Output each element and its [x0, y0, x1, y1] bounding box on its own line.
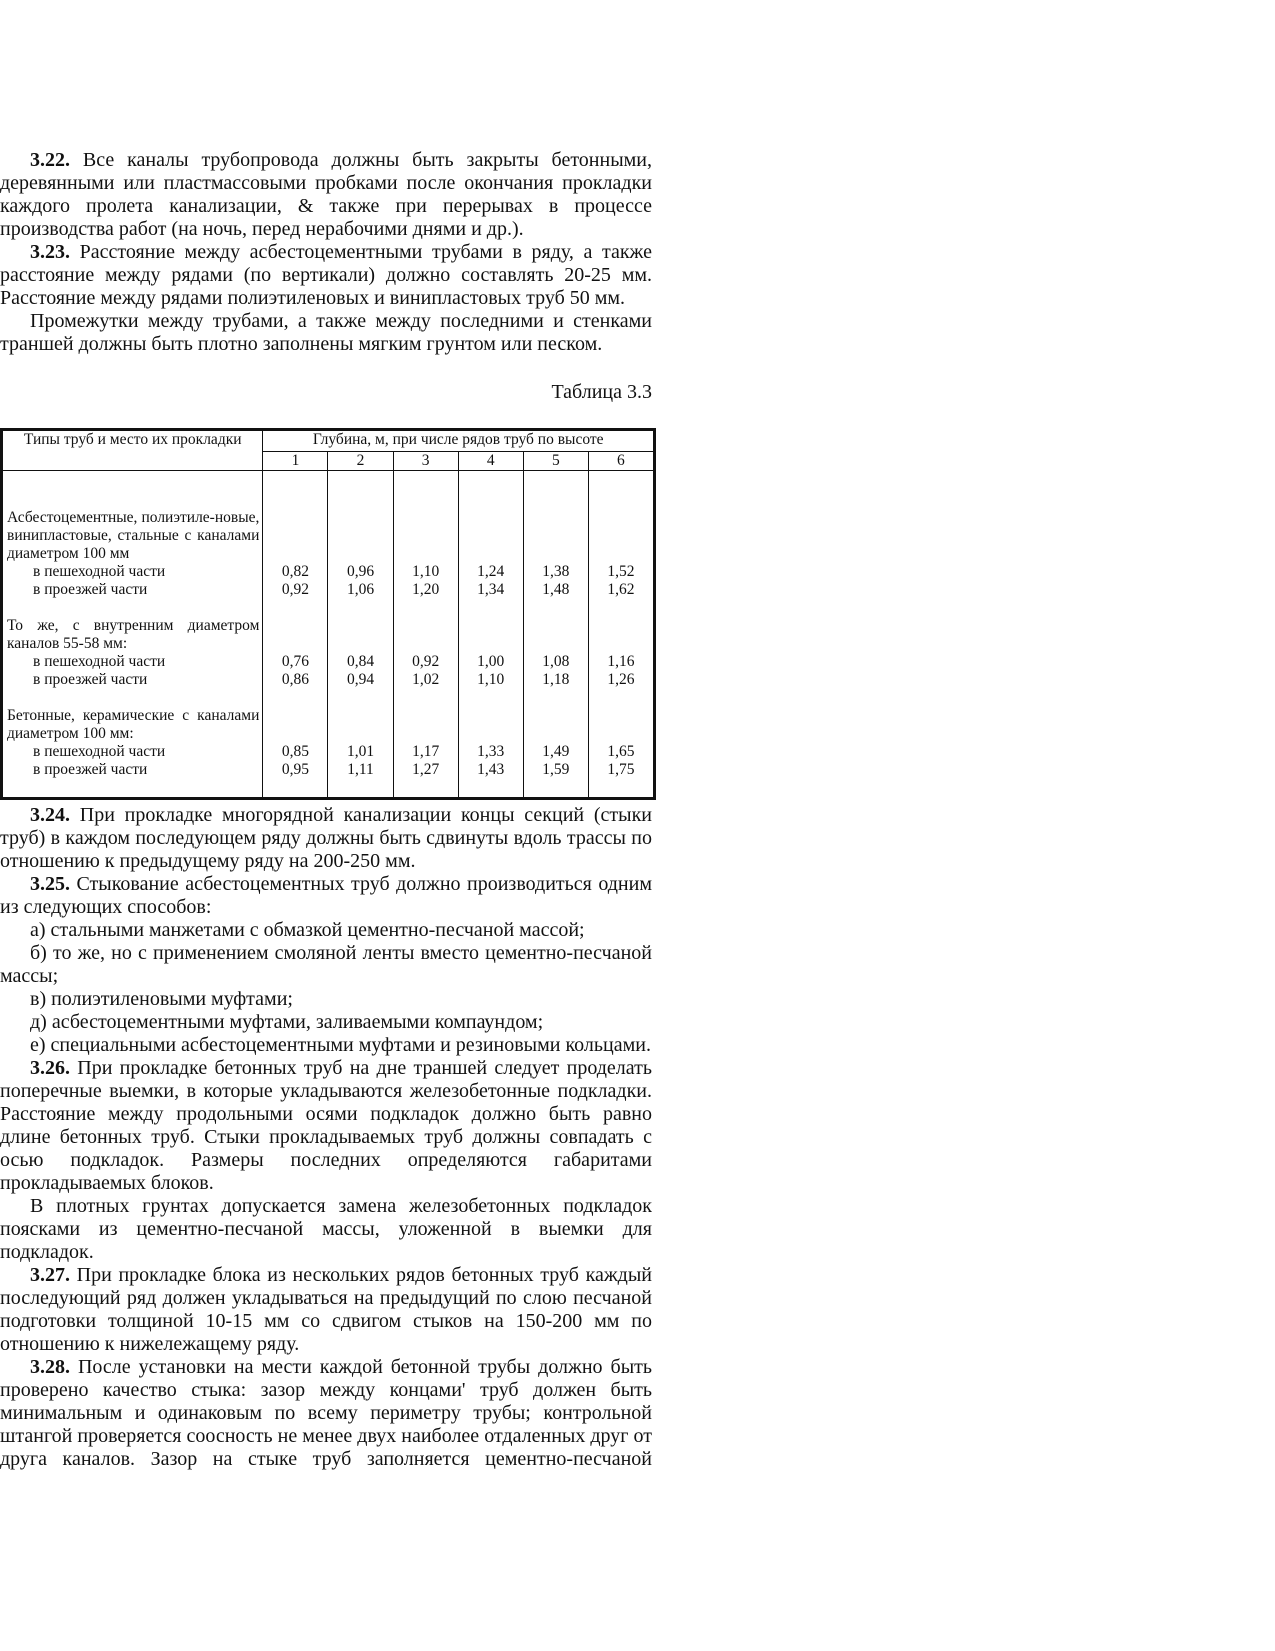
row-label: в пешеходной части: [2, 743, 263, 761]
table-row: [2, 581, 655, 599]
cell: 0,82: [263, 563, 328, 581]
cell: 1,02: [393, 671, 458, 689]
table-group-title-row: [2, 617, 655, 653]
clause-number: 3.22.: [30, 149, 70, 171]
row-label: в проезжей части: [2, 581, 263, 599]
cell: 1,01: [328, 743, 393, 761]
paragraph-text: При прокладке блока из нескольких рядов бетонных труб каждый последующий ряд должен укладываться на предыдущий по слою песчаной подготовки толщиной 10-15 мм со сдвигом стыков на 150-200 мм по отношению к нижележащему ряду.: [0, 1264, 652, 1355]
cell: 1,33: [458, 743, 523, 761]
column-header: 4: [458, 452, 523, 471]
cell: 1,34: [458, 581, 523, 599]
cell: 1,06: [328, 581, 393, 599]
cell: 1,18: [523, 671, 588, 689]
table-row: [2, 761, 655, 779]
column-header: 5: [523, 452, 588, 471]
paragraph-text: Стыкование асбестоцементных труб должно производиться одним из следующих способов:: [0, 873, 652, 918]
cell: 1,27: [393, 761, 458, 779]
cell: 1,65: [588, 743, 654, 761]
cell: 1,00: [458, 653, 523, 671]
cell: 0,94: [328, 671, 393, 689]
list-item-b: [0, 942, 652, 988]
cell: 0,85: [263, 743, 328, 761]
paragraph-text: После установки на мести каждой бетонной трубы должно быть проверено качество стыка: зазор между концами' труб должен быть минимальным и одинаковым по всему периметру трубы; контрольной штангой проверяется соосность не менее двух наиболее отдаленных друг от друга каналов. Зазор на стыке труб заполняется цементно-песчаной: [0, 1356, 652, 1470]
table-row: [2, 743, 655, 761]
paragraph-3-22: [0, 149, 652, 241]
clause-number: 3.23.: [30, 241, 70, 263]
header-depth: Глубина, м, при числе рядов труб по высоте: [263, 430, 655, 452]
paragraph-3-28: [0, 1356, 652, 1471]
row-label: в проезжей части: [2, 761, 263, 779]
row-label: в пешеходной части: [2, 563, 263, 581]
bottom-text-block: [0, 804, 652, 1471]
cell: 1,48: [523, 581, 588, 599]
table-group-title-row: [2, 509, 655, 563]
top-text-block: [0, 149, 652, 356]
group-title: Асбестоцементные, полиэтиле-новые, винипластовые, стальные с каналами диаметром 100 мм: [2, 509, 263, 563]
paragraph-text: е) специальными асбестоцементными муфтами и резиновыми кольцами.: [30, 1034, 651, 1056]
row-label: в пешеходной части: [2, 653, 263, 671]
paragraph-3-23: [0, 241, 652, 310]
column-header: 6: [588, 452, 654, 471]
table-row: [2, 563, 655, 581]
paragraph-text: В плотных грунтах допускается замена железобетонных подкладок поясками из цементно-песчаной массы, уложенной в выемки для подкладок.: [0, 1195, 652, 1263]
cell: 1,49: [523, 743, 588, 761]
column-header: 2: [328, 452, 393, 471]
cell: 1,62: [588, 581, 654, 599]
column-header: 3: [393, 452, 458, 471]
paragraph-3-25: [0, 873, 652, 919]
cell: 1,10: [458, 671, 523, 689]
paragraph-text: д) асбестоцементными муфтами, заливаемыми компаундом;: [30, 1011, 544, 1033]
paragraph-gaps: [0, 310, 652, 356]
list-item-d: [0, 1011, 652, 1034]
paragraph-text: б) то же, но с применением смоляной ленты вместо цементно-песчаной массы;: [0, 942, 652, 987]
group-title: Бетонные, керамические с каналами диаметром 100 мм:: [2, 707, 263, 743]
clause-number: 3.28.: [30, 1356, 70, 1378]
table-group-title-row: [2, 707, 655, 743]
cell: 0,76: [263, 653, 328, 671]
cell: 1,17: [393, 743, 458, 761]
cell: 0,92: [263, 581, 328, 599]
clause-number: 3.25.: [30, 873, 70, 895]
paragraph-text: Все каналы трубопровода должны быть закрыты бетонными, деревянными или пластмассовыми пробками после окончания прокладки каждого пролета канализации, & также при перерывах в процессе производства работ (на ночь, перед нерабочими днями и др.).: [0, 149, 652, 240]
cell: 1,16: [588, 653, 654, 671]
cell: 1,75: [588, 761, 654, 779]
cell: 1,08: [523, 653, 588, 671]
cell: 1,26: [588, 671, 654, 689]
paragraph-3-27: [0, 1264, 652, 1356]
paragraph-dense-soils: [0, 1195, 652, 1264]
clause-number: 3.26.: [30, 1057, 70, 1079]
table-row: [2, 671, 655, 689]
clause-number: 3.27.: [30, 1264, 70, 1286]
cell: 1,59: [523, 761, 588, 779]
cell: 1,20: [393, 581, 458, 599]
cell: 1,10: [393, 563, 458, 581]
table-caption: Таблица 3.3: [551, 381, 652, 403]
header-pipe-types: Типы труб и место их прокладки: [2, 430, 263, 471]
cell: 0,95: [263, 761, 328, 779]
paragraph-text: При прокладке многорядной канализации концы секций (стыки труб) в каждом последующем ряду должны быть сдвинуты вдоль трассы по отношению к предыдущему ряду на 200-250 мм.: [0, 804, 652, 872]
cell: 1,24: [458, 563, 523, 581]
paragraph-text: а) стальными манжетами с обмазкой цементно-песчаной массой;: [30, 919, 585, 941]
paragraph-text: При прокладке бетонных труб на дне траншей следует проделать поперечные выемки, в которые укладываются железобетонные подкладки. Расстояние между продольными осями подкладок должно быть равно длине бетонных труб. Стыки прокладываемых труб должны совпадать с осью подкладок. Размеры последних определяются габаритами прокладываемых блоков.: [0, 1057, 652, 1194]
list-item-e: [0, 1034, 652, 1057]
paragraph-text: в) полиэтиленовыми муфтами;: [30, 988, 293, 1010]
cell: 1,38: [523, 563, 588, 581]
row-label: в проезжей части: [2, 671, 263, 689]
paragraph-3-26: [0, 1057, 652, 1195]
cell: 0,96: [328, 563, 393, 581]
paragraph-text: Промежутки между трубами, а также между последними и стенками траншей должны быть плотно заполнены мягким грунтом или песком.: [0, 310, 652, 355]
cell: 0,86: [263, 671, 328, 689]
list-item-a: [0, 919, 652, 942]
cell: 1,43: [458, 761, 523, 779]
group-title: То же, с внутренним диаметром каналов 55-58 мм:: [2, 617, 263, 653]
list-item-v: [0, 988, 652, 1011]
depth-table: [0, 428, 656, 800]
cell: 0,84: [328, 653, 393, 671]
cell: 1,11: [328, 761, 393, 779]
cell: 0,92: [393, 653, 458, 671]
paragraph-text: Расстояние между асбестоцементными трубами в ряду, а также расстояние между рядами (по вертикали) должно составлять 20-25 мм. Расстояние между рядами полиэтиленовых и винипластовых труб 50 мм.: [0, 241, 652, 309]
column-header: 1: [263, 452, 328, 471]
paragraph-3-24: [0, 804, 652, 873]
table-row: [2, 653, 655, 671]
cell: 1,52: [588, 563, 654, 581]
clause-number: 3.24.: [30, 804, 70, 826]
